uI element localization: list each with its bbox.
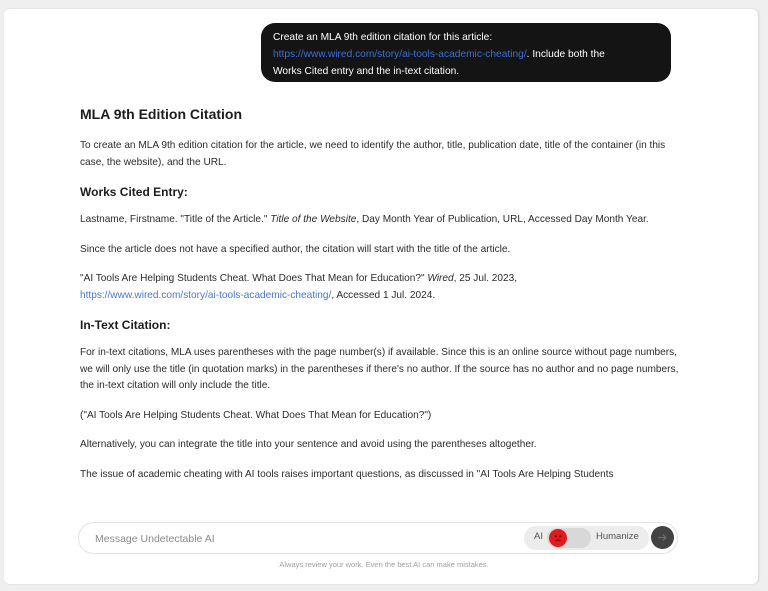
user-message-text: . Include both the bbox=[526, 49, 605, 60]
template-text-end: , Day Month Year of Publication, URL, Accessed Day Month Year. bbox=[356, 214, 649, 225]
example-sentence: The issue of academic cheating with AI tools raises important questions, as discussed in "AI Tools Are Helping Students bbox=[80, 468, 614, 480]
humanize-toggle[interactable] bbox=[524, 526, 649, 550]
send-button[interactable] bbox=[651, 526, 674, 549]
scrollbar[interactable] bbox=[760, 9, 768, 584]
citation-template bbox=[80, 212, 684, 229]
sad-face-icon bbox=[551, 531, 565, 545]
response-title: MLA 9th Edition Citation bbox=[80, 106, 243, 122]
entry-link[interactable]: https://www.wired.com/story/ai-tools-academic-cheating/ bbox=[80, 289, 332, 301]
entry-accessed: , Accessed 1 Jul. 2024. bbox=[331, 289, 436, 301]
message-input[interactable] bbox=[93, 530, 497, 548]
template-text: Lastname, Firstname. "Title of the Article." bbox=[80, 214, 271, 225]
template-italic: Title of the Website bbox=[270, 214, 357, 225]
chat-window bbox=[4, 9, 758, 584]
entry-title: "AI Tools Are Helping Students Cheat. What Does That Mean for Education?" bbox=[80, 273, 428, 284]
no-author-note: Since the article does not have a specified author, the citation will start with the title of the article. bbox=[80, 243, 511, 255]
in-text-heading: In-Text Citation: bbox=[80, 318, 171, 332]
intro-paragraph: To create an MLA 9th edition citation for the article, we need to identify the author, title, publication date, title of the container (in this case, the website), and the URL. bbox=[80, 140, 666, 168]
user-message-link[interactable]: https://www.wired.com/story/ai-tools-academic-cheating/ bbox=[273, 49, 527, 60]
works-cited-entry bbox=[80, 271, 684, 304]
user-message-bubble bbox=[261, 23, 671, 82]
arrow-right-icon bbox=[656, 531, 669, 544]
toggle-humanize-label: Humanize bbox=[596, 531, 639, 542]
toggle-ai-label: AI bbox=[534, 531, 543, 542]
user-message-line3: Works Cited entry and the in-text citation. bbox=[273, 66, 460, 77]
disclaimer-text: Always review your work. Even the best AI can make mistakes. bbox=[279, 560, 489, 569]
in-text-explanation: For in-text citations, MLA uses parentheses with the page number(s) if available. Since this is an online source without page numbers, we will only use the title (in quotation marks) in the parentheses if there's no author. If the source has no author and no page numbers, the in-text citation will only include the title. bbox=[80, 347, 679, 391]
toggle-track[interactable] bbox=[547, 528, 591, 548]
entry-container: Wired bbox=[427, 273, 454, 284]
assistant-response bbox=[80, 104, 684, 496]
alternative-paragraph: Alternatively, you can integrate the title into your sentence and avoid using the parentheses altogether. bbox=[80, 439, 537, 450]
in-text-example: ("AI Tools Are Helping Students Cheat. What Does That Mean for Education?") bbox=[80, 409, 432, 421]
scroll-fade bbox=[4, 494, 758, 524]
user-message-line1: Create an MLA 9th edition citation for this article: bbox=[273, 32, 493, 43]
toggle-knob[interactable] bbox=[549, 529, 567, 547]
works-cited-heading: Works Cited Entry: bbox=[80, 185, 188, 199]
message-composer bbox=[78, 522, 678, 554]
entry-date: , 25 Jul. 2023, bbox=[453, 273, 518, 284]
